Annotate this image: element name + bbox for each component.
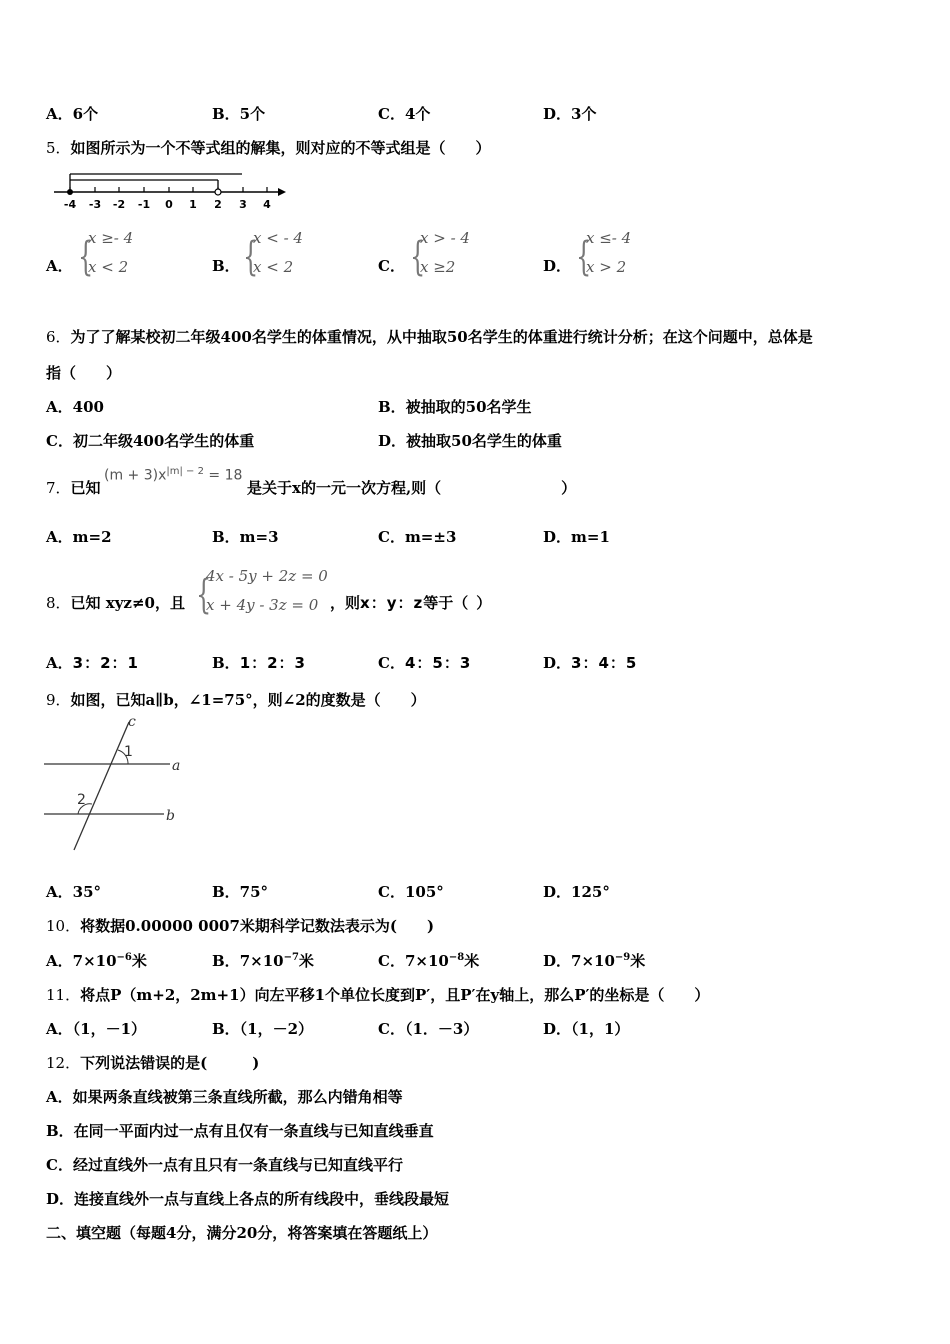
q6-stem-text: 为了了解某校初二年级400名学生的体重情况，从中抽取50名学生的体重进行统计分析；在这个问题中，总体是 xyxy=(70,328,813,346)
q5-option-b-label: B． xyxy=(212,257,240,275)
q7-option-c: C．m=±3 xyxy=(378,528,457,546)
q9-stem xyxy=(46,689,426,710)
q9-option-b: B．75° xyxy=(212,883,269,901)
q12-option-d: D．连接直线外一点与直线上各点的所有线段中，垂线段最短 xyxy=(46,1190,450,1208)
q5-option-b-system: { x < - 4 x < 2 xyxy=(243,229,303,280)
q11-option-c: C．（1．－3） xyxy=(378,1020,479,1038)
q9-number: 9． xyxy=(46,691,71,709)
option-value: 3：2：1 xyxy=(72,654,139,672)
q7-stem xyxy=(46,477,101,498)
q8-option-a xyxy=(46,652,139,673)
section-2-heading: 二、填空题（每题4分，满分20分，将答案填在答题纸上） xyxy=(46,1224,438,1242)
q7-option-a: A．m=2 xyxy=(46,528,112,546)
q4-option-a: A．6个 xyxy=(46,105,99,123)
option-label: C． xyxy=(378,952,405,970)
q5-option-c-system: { x > - 4 x ≥2 xyxy=(410,229,470,280)
q7-formula-rhs: = 18 xyxy=(203,467,243,484)
option-exponent: −6 xyxy=(116,952,132,963)
q12-stem xyxy=(46,1052,259,1073)
option-label: B． xyxy=(212,952,240,970)
q5-tick-label: -3 xyxy=(88,198,102,211)
q6-option-b: B．被抽取的50名学生 xyxy=(378,398,532,416)
label-angle1: 1 xyxy=(124,744,133,760)
q8-number: 8． xyxy=(46,594,71,612)
q5-stem xyxy=(46,137,491,158)
q5-option-d-system: { x ≤- 4 x > 2 xyxy=(576,229,632,280)
q12-stem-text: 下列说法错误的是( ) xyxy=(80,1054,260,1072)
q10-option-d xyxy=(543,950,645,971)
q5-tick-label: 4 xyxy=(263,198,271,211)
q6-stem-line1 xyxy=(46,326,813,347)
q12-number: 12． xyxy=(46,1054,81,1072)
q5-tick-label: -1 xyxy=(137,198,151,211)
q5-option-a-system: { x ≥- 4 x < 2 xyxy=(78,229,134,280)
q7-number: 7． xyxy=(46,479,71,497)
q4-option-d: D．3个 xyxy=(543,105,597,123)
label-b: b xyxy=(166,808,175,824)
option-value: 3：4：5 xyxy=(571,654,638,672)
q11-stem xyxy=(46,984,709,1005)
q5-tick-label: -2 xyxy=(112,198,126,211)
q6-option-d: D．被抽取50名学生的体重 xyxy=(378,432,562,450)
option-label: C． xyxy=(378,654,405,672)
system-row-2: x < 2 xyxy=(88,258,129,276)
system-row-2: x > 2 xyxy=(586,258,627,276)
label-c: c xyxy=(128,714,136,730)
option-unit: 米 xyxy=(630,952,646,970)
q8-equals: 等于（ xyxy=(423,594,469,612)
q7-suffix: 是关于x的一元一次方程,则（ ） xyxy=(247,479,577,497)
q9-parallel-lines-figure xyxy=(44,714,194,854)
option-value: 4：5：3 xyxy=(404,654,472,672)
q7-formula xyxy=(104,466,242,484)
system-row-1: x < - 4 xyxy=(253,229,303,247)
option-value: 1：2：3 xyxy=(239,654,306,672)
option-label: D． xyxy=(543,654,572,672)
option-base: 7×10 xyxy=(404,952,449,970)
q9-option-c: C．105° xyxy=(378,883,444,901)
q5-option-a-label: A． xyxy=(46,257,73,275)
q5-number-line xyxy=(52,168,292,216)
option-unit: 米 xyxy=(298,952,314,970)
q5-tick-label: -4 xyxy=(63,198,77,211)
q11-number: 11． xyxy=(46,986,81,1004)
q6-stem-line2: 指（ ） xyxy=(46,364,122,382)
q11-option-d: D．（1，1） xyxy=(543,1020,630,1038)
option-exponent: −9 xyxy=(614,952,631,963)
q6-option-a: A．400 xyxy=(46,398,104,416)
q5-tick-label: 0 xyxy=(165,198,173,211)
system-row-2: x < 2 xyxy=(253,258,294,276)
q8-stem xyxy=(46,592,185,613)
q7-formula-base: (m + 3)x xyxy=(104,467,167,484)
q8-option-c xyxy=(378,652,471,673)
q5-tick-label: 2 xyxy=(214,198,222,211)
q9-stem-text: 如图，已知a∥b，∠1=75°，则∠2的度数是（ ） xyxy=(70,691,426,709)
q5-open-dot xyxy=(215,189,221,195)
option-label: A． xyxy=(46,654,73,672)
q5-axis-arrow xyxy=(278,188,286,196)
label-a: a xyxy=(172,758,181,774)
q5-tick-label: 1 xyxy=(189,198,197,211)
q12-option-a: A．如果两条直线被第三条直线所截，那么内错角相等 xyxy=(46,1088,403,1106)
q7-option-b: B．m=3 xyxy=(212,528,279,546)
system-row-2: x + 4y - 3z = 0 xyxy=(206,596,319,614)
q8-prefix: 已知 xyz≠0，且 xyxy=(70,594,185,612)
q4-option-c: C．4个 xyxy=(378,105,431,123)
q10-option-a xyxy=(46,950,147,971)
option-label: B． xyxy=(212,654,240,672)
q12-option-b: B．在同一平面内过一点有且仅有一条直线与已知直线垂直 xyxy=(46,1122,434,1140)
option-exponent: −7 xyxy=(283,952,299,963)
system-row-2: x ≥2 xyxy=(420,258,456,276)
system-row-1: x ≥- 4 xyxy=(88,229,134,247)
system-row-1: 4x - 5y + 2z = 0 xyxy=(206,567,328,585)
q11-option-a: A．（1，－1） xyxy=(46,1020,147,1038)
system-row-1: x ≤- 4 xyxy=(586,229,632,247)
option-unit: 米 xyxy=(131,952,147,970)
q5-option-d-label: D． xyxy=(543,257,572,275)
option-unit: 米 xyxy=(464,952,480,970)
q5-tick-label: 3 xyxy=(239,198,247,211)
q5-stem-text: 如图所示为一个不等式组的解集，则对应的不等式组是（ ） xyxy=(70,139,491,157)
option-label: A． xyxy=(46,952,73,970)
option-exponent: −8 xyxy=(448,952,465,963)
option-base: 7×10 xyxy=(72,952,117,970)
q10-option-c xyxy=(378,950,479,971)
q11-option-b: B．（1，－2） xyxy=(212,1020,314,1038)
system-row-1: x > - 4 xyxy=(420,229,470,247)
q10-number: 10． xyxy=(46,917,81,935)
q8-suffix-then: ，则 xyxy=(330,594,361,612)
q7-formula-exponent: |m| − 2 xyxy=(166,466,204,477)
q10-stem-text: 将数据0.00000 0007米期科学记数法表示为( ) xyxy=(80,917,435,935)
q8-system: { 4x - 5y + 2z = 0 x + 4y - 3z = 0 xyxy=(196,567,328,618)
label-angle2: 2 xyxy=(77,792,86,808)
q4-option-b: B．5个 xyxy=(212,105,266,123)
q12-option-c: C．经过直线外一点有且只有一条直线与已知直线平行 xyxy=(46,1156,403,1174)
q8-suffix xyxy=(330,592,492,613)
q7-option-d: D．m=1 xyxy=(543,528,610,546)
q5-option-c-label: C． xyxy=(378,257,405,275)
q5-number: 5． xyxy=(46,139,71,157)
q9-option-a: A．35° xyxy=(46,883,102,901)
option-base: 7×10 xyxy=(571,952,615,970)
q9-option-d: D．125° xyxy=(543,883,610,901)
q8-close: ） xyxy=(476,594,493,612)
q6-option-c: C．初二年级400名学生的体重 xyxy=(46,432,255,450)
q10-option-b xyxy=(212,950,314,971)
q6-number: 6． xyxy=(46,328,71,346)
q7-prefix: 已知 xyxy=(70,479,101,497)
q10-stem xyxy=(46,915,434,936)
q8-option-d xyxy=(543,652,637,673)
q8-option-b xyxy=(212,652,306,673)
line-c xyxy=(74,722,129,850)
q11-stem-text: 将点P（m+2，2m+1）向左平移1个单位长度到P′，且P′在y轴上，那么P′的坐标是（ ） xyxy=(80,986,710,1004)
q8-ratio: x：y：z xyxy=(360,594,424,612)
option-base: 7×10 xyxy=(239,952,284,970)
option-label: D． xyxy=(543,952,572,970)
q5-closed-dot xyxy=(67,189,73,195)
